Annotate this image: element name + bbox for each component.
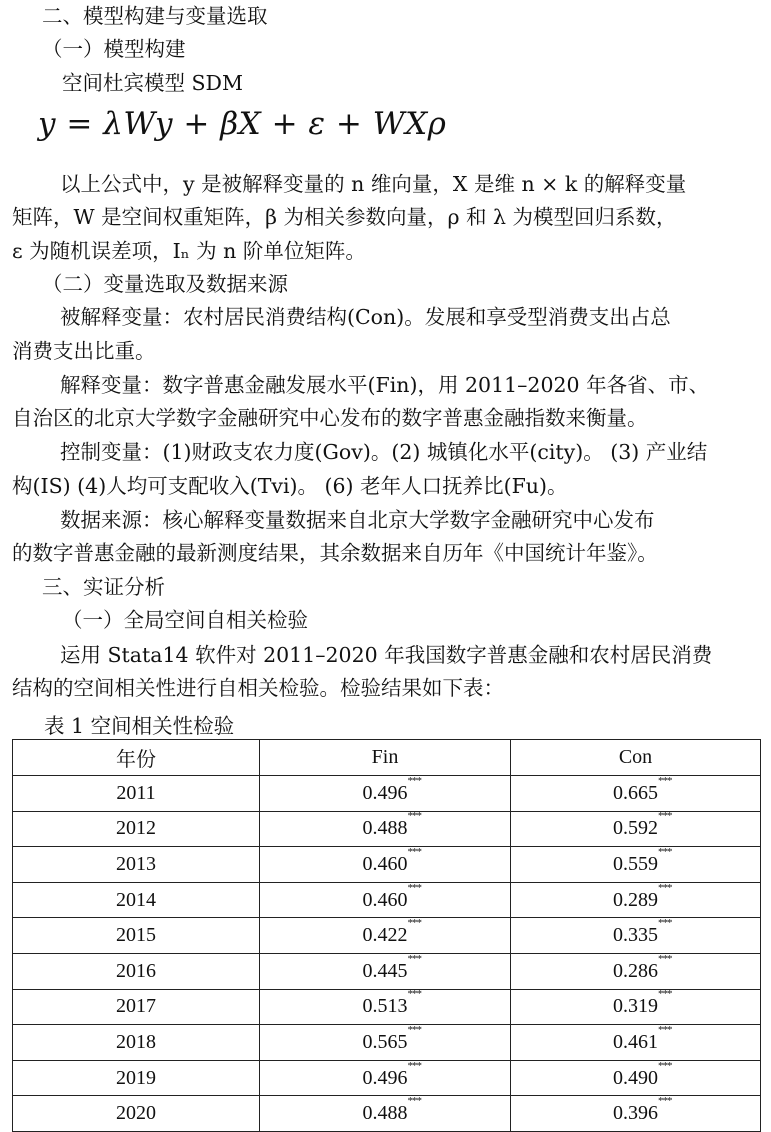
cell-fin	[260, 1025, 511, 1061]
section-heading-2: 二、模型构建与变量选取	[42, 4, 268, 28]
header-year: 年份	[13, 740, 260, 776]
significance-stars: ***	[658, 810, 672, 823]
cell-con	[511, 882, 761, 918]
value-number: 0.488	[362, 1102, 408, 1125]
value-number: 0.461	[613, 1030, 658, 1053]
value-number: 0.319	[613, 995, 658, 1018]
para1-line2: 矩阵，W 是空间权重矩阵，β 为相关参数向量，ρ 和 λ 为模型回归系数，	[12, 205, 677, 229]
value-fin	[362, 1023, 421, 1054]
significance-stars: ***	[407, 917, 421, 930]
value-fin	[362, 810, 421, 840]
para6-line2: 结构的空间相关性进行自相关检验。检验结果如下表：	[12, 676, 504, 700]
value-number: 0.496	[362, 1066, 408, 1089]
para3-line2: 自治区的北京大学数字金融研究中心发布的数字普惠金融指数来衡量。	[12, 406, 648, 430]
significance-stars: ***	[658, 952, 672, 965]
header-fin: Fin	[260, 740, 511, 776]
para2-line2: 消费支出比重。	[12, 339, 156, 363]
cell-con	[511, 847, 761, 883]
value-con	[613, 845, 672, 876]
table-body	[13, 776, 761, 1132]
value-number: 0.496	[362, 781, 408, 804]
value-con	[613, 917, 672, 947]
cell-fin	[260, 811, 511, 847]
value-number: 0.490	[613, 1066, 658, 1089]
value-number: 0.445	[362, 959, 408, 982]
significance-stars: ***	[407, 988, 421, 1001]
cell-year: 2015	[13, 918, 260, 954]
cell-fin	[260, 847, 511, 883]
value-con	[613, 952, 672, 983]
section-heading-3: 三、实证分析	[42, 575, 165, 599]
value-fin	[362, 845, 421, 876]
subsection-heading-model: （一）模型构建	[42, 37, 186, 61]
value-number: 0.335	[613, 924, 658, 947]
cell-con	[511, 776, 761, 812]
para5-line1: 数据来源：核心解释变量数据来自北京大学数字金融研究中心发布	[60, 508, 655, 532]
cell-con	[511, 918, 761, 954]
cell-fin	[260, 918, 511, 954]
para4-line1: 控制变量：(1)财政支农力度(Gov)。(2) 城镇化水平(city)。 (3) 产业结	[60, 440, 708, 464]
model-name: 空间杜宾模型 SDM	[62, 71, 243, 95]
value-con	[613, 810, 672, 840]
significance-stars: ***	[407, 845, 421, 858]
significance-stars: ***	[658, 1023, 672, 1036]
cell-fin	[260, 1096, 511, 1132]
header-con: Con	[511, 740, 761, 776]
cell-fin	[260, 989, 511, 1025]
cell-fin	[260, 953, 511, 989]
subsection-heading-variables: （二）变量选取及数据来源	[42, 272, 288, 296]
value-number: 0.565	[362, 1030, 408, 1053]
cell-year: 2011	[13, 776, 260, 812]
value-con	[613, 1023, 672, 1054]
para6-line1: 运用 Stata14 软件对 2011–2020 年我国数字普惠金融和农村居民消费	[60, 643, 713, 667]
table-row	[13, 882, 761, 918]
cell-year: 2018	[13, 1025, 260, 1061]
significance-stars: ***	[658, 881, 672, 894]
cell-con	[511, 1096, 761, 1132]
value-fin	[362, 1095, 421, 1125]
value-number: 0.286	[613, 959, 658, 982]
para2-line1: 被解释变量：农村居民消费结构(Con)。发展和享受型消费支出占总	[60, 305, 671, 329]
cell-fin	[260, 1060, 511, 1096]
cell-year: 2020	[13, 1096, 260, 1132]
significance-stars: ***	[407, 952, 421, 965]
value-fin	[362, 917, 421, 947]
significance-stars: ***	[407, 1059, 421, 1072]
para1-line1: 以上公式中，y 是被解释变量的 n 维向量，X 是维 n × k 的解释变量	[60, 172, 687, 196]
value-number: 0.289	[613, 888, 658, 911]
cell-year: 2016	[13, 953, 260, 989]
value-con	[613, 774, 672, 805]
spatial-correlation-table	[12, 739, 761, 1132]
value-con	[613, 1095, 672, 1125]
significance-stars: ***	[407, 881, 421, 894]
cell-year: 2012	[13, 811, 260, 847]
cell-year: 2013	[13, 847, 260, 883]
value-number: 0.513	[362, 995, 408, 1018]
cell-con	[511, 989, 761, 1025]
value-number: 0.422	[362, 924, 408, 947]
table-row	[13, 776, 761, 812]
cell-con	[511, 1060, 761, 1096]
significance-stars: ***	[658, 845, 672, 858]
significance-stars: ***	[658, 988, 672, 1001]
para3-line1: 解释变量：数字普惠金融发展水平(Fin)，用 2011–2020 年各省、市、	[60, 373, 710, 397]
table-row	[13, 918, 761, 954]
table-row	[13, 1025, 761, 1061]
para5-line2: 的数字普惠金融的最新测度结果，其余数据来自历年《中国统计年鉴》。	[12, 541, 658, 565]
value-fin	[362, 952, 421, 983]
table-row	[13, 811, 761, 847]
table-row	[13, 1096, 761, 1132]
table-row	[13, 953, 761, 989]
value-number: 0.665	[613, 781, 658, 804]
table-caption: 表 1 空间相关性检验	[44, 714, 235, 738]
value-number: 0.460	[362, 888, 408, 911]
value-number: 0.559	[613, 852, 658, 875]
para1-line3: ε 为随机误差项，Iₙ 为 n 阶单位矩阵。	[12, 239, 366, 263]
value-number: 0.460	[362, 852, 408, 875]
sdm-formula: y = λWy + βX + ε + WXρ	[38, 106, 447, 142]
para4-line2: 构(IS) (4)人均可支配收入(Tvi)。 (6) 老年人口抚养比(Fu)。	[12, 474, 568, 498]
value-con	[613, 1059, 672, 1090]
cell-year: 2019	[13, 1060, 260, 1096]
significance-stars: ***	[407, 1095, 421, 1108]
value-fin	[362, 881, 421, 912]
significance-stars: ***	[407, 810, 421, 823]
table-row	[13, 989, 761, 1025]
value-number: 0.488	[362, 817, 408, 840]
table-header-row	[13, 740, 761, 776]
cell-fin	[260, 882, 511, 918]
value-number: 0.396	[613, 1102, 658, 1125]
table-row	[13, 847, 761, 883]
cell-year: 2017	[13, 989, 260, 1025]
value-fin	[362, 988, 421, 1018]
value-con	[613, 881, 672, 912]
value-fin	[362, 774, 421, 805]
cell-con	[511, 811, 761, 847]
significance-stars: ***	[658, 917, 672, 930]
significance-stars: ***	[407, 1023, 421, 1036]
significance-stars: ***	[658, 774, 672, 787]
subsection-heading-autocorrelation: （一）全局空间自相关检验	[62, 608, 308, 632]
value-number: 0.592	[613, 817, 658, 840]
significance-stars: ***	[407, 774, 421, 787]
table-row	[13, 1060, 761, 1096]
cell-con	[511, 953, 761, 989]
cell-year: 2014	[13, 882, 260, 918]
value-con	[613, 988, 672, 1018]
cell-con	[511, 1025, 761, 1061]
significance-stars: ***	[658, 1059, 672, 1072]
value-fin	[362, 1059, 421, 1090]
significance-stars: ***	[658, 1095, 672, 1108]
cell-fin	[260, 776, 511, 812]
